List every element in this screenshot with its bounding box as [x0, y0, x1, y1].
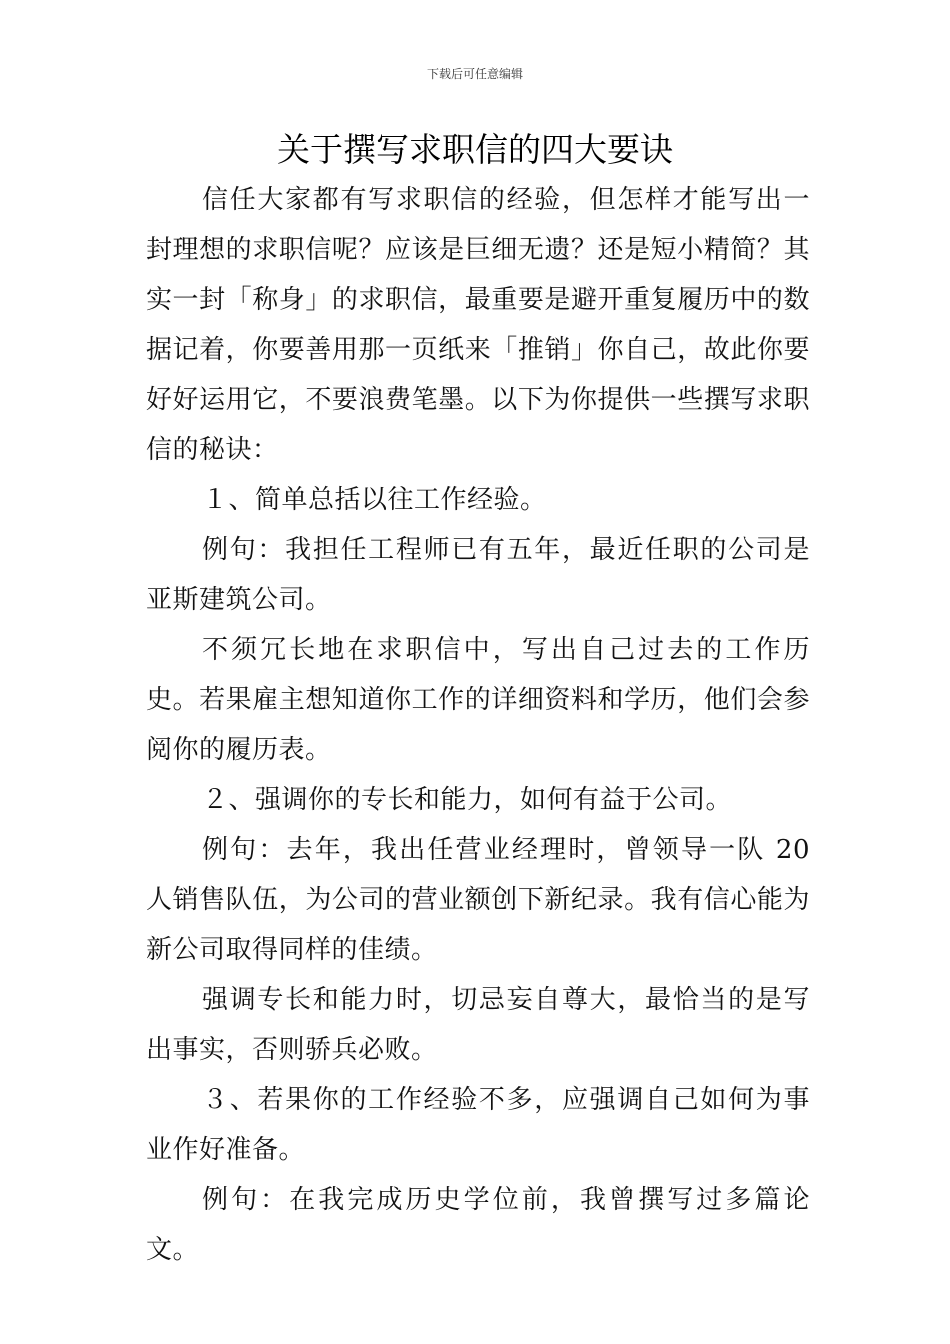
paragraph-example-3: 例句：在我完成历史学位前，我曾撰写过多篇论文。: [146, 1185, 810, 1265]
paragraph-point-2: ２、强调你的专长和能力，如何有益于公司。: [202, 785, 733, 815]
document-title: 关于撰写求职信的四大要诀: [277, 130, 673, 169]
paragraph-example-1: 例句：我担任工程师已有五年，最近任职的公司是亚斯建筑公司。: [146, 535, 810, 615]
paragraph-intro: 信任大家都有写求职信的经验，但怎样才能写出一封理想的求职信呢？应该是巨细无遗？还是短小精简？其实一封「称身」的求职信，最重要是避开重复履历中的数据记着，你要善用那一页纸来「推销」你自己，故此你要好好运用它，不要浪费笔墨。以下为你提供一些撰写求职信的秘诀：: [146, 185, 810, 465]
paragraph-point-3: ３、若果你的工作经验不多，应强调自己如何为事业作好准备。: [146, 1085, 810, 1165]
paragraph-point-1: １、简单总括以往工作经验。: [202, 485, 547, 515]
paragraph-note-1: 不须冗长地在求职信中，写出自己过去的工作历史。若果雇主想知道你工作的详细资料和学历，他们会参阅你的履历表。: [146, 635, 810, 765]
header-note: 下载后可任意编辑: [426, 67, 523, 81]
paragraph-example-2: 例句：去年，我出任营业经理时，曾领导一队 20 人销售队伍，为公司的营业额创下新纪录。我有信心能为新公司取得同样的佳绩。: [146, 835, 810, 965]
document-body: [146, 175, 810, 1275]
paragraph-note-2: 强调专长和能力时，切忌妄自尊大，最恰当的是写出事实，否则骄兵必败。: [146, 985, 810, 1065]
